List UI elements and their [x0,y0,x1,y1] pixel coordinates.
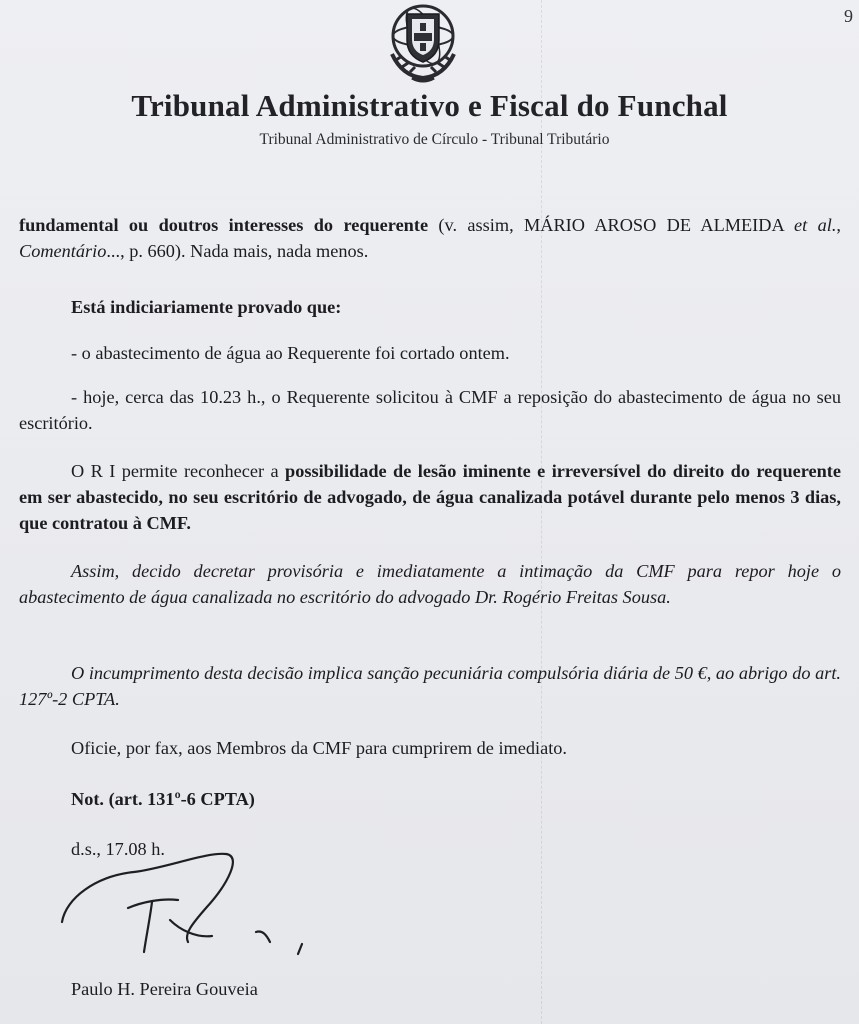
italic-text: Comentário [19,241,107,261]
proven-facts-heading: Está indiciariamente provado que: [71,297,342,317]
date-line: d.s., 17.08 h. [71,839,165,859]
fact-item: - hoje, cerca das 10.23 h., o Requerente solicitou à CMF a reposição do abastecimento de água no seu escritório. [19,387,841,433]
paragraph-continuation [19,212,841,264]
penalty-paragraph: O incumprimento desta decisão implica sanção pecuniária compulsória diária de 50 €, ao abrigo do art. 127º-2 CPTA. [19,663,841,709]
handwritten-signature [56,838,326,968]
text-run: O R I permite reconhecer a [71,461,286,481]
court-subtitle: Tribunal Administrativo de Círculo - Tribunal Tributário [259,131,610,148]
fact-item: - o abastecimento de água ao Requerente foi cortado ontem. [71,343,510,363]
text-run: ..., p. 660). Nada mais, nada menos. [106,241,369,261]
fax-instruction: Oficie, por fax, aos Membros da CMF para cumprirem de imediato. [71,738,567,758]
bold-text: possibilidade de lesão iminente e irreversível do direito do requerente em ser abastecido, no seu escritório de advogado, de água canalizada potável durante pelo menos 3 dias, que contratou à CMF. [19,461,841,533]
italic-text: et al. [794,215,837,235]
signatory-name: Paulo H. Pereira Gouveia [71,979,258,999]
corner-mark: 9 [844,6,853,26]
decision-paragraph: Assim, decido decretar provisória e imediatamente a intimação da CMF para repor hoje o abastecimento de água canalizada no escritório do advogado Dr. Rogério Freitas Sousa. [19,561,841,607]
bold-text: fundamental ou doutros interesses do requerente [19,215,429,235]
notification-line: Not. (art. 131º-6 CPTA) [71,789,255,809]
text-run: (v. assim, MÁRIO AROSO DE ALMEIDA [428,215,795,235]
court-name: Tribunal Administrativo e Fiscal do Funchal [131,88,728,123]
text-run: , [836,215,841,235]
paragraph-ri [19,458,841,536]
coat-of-arms-icon [382,0,464,84]
